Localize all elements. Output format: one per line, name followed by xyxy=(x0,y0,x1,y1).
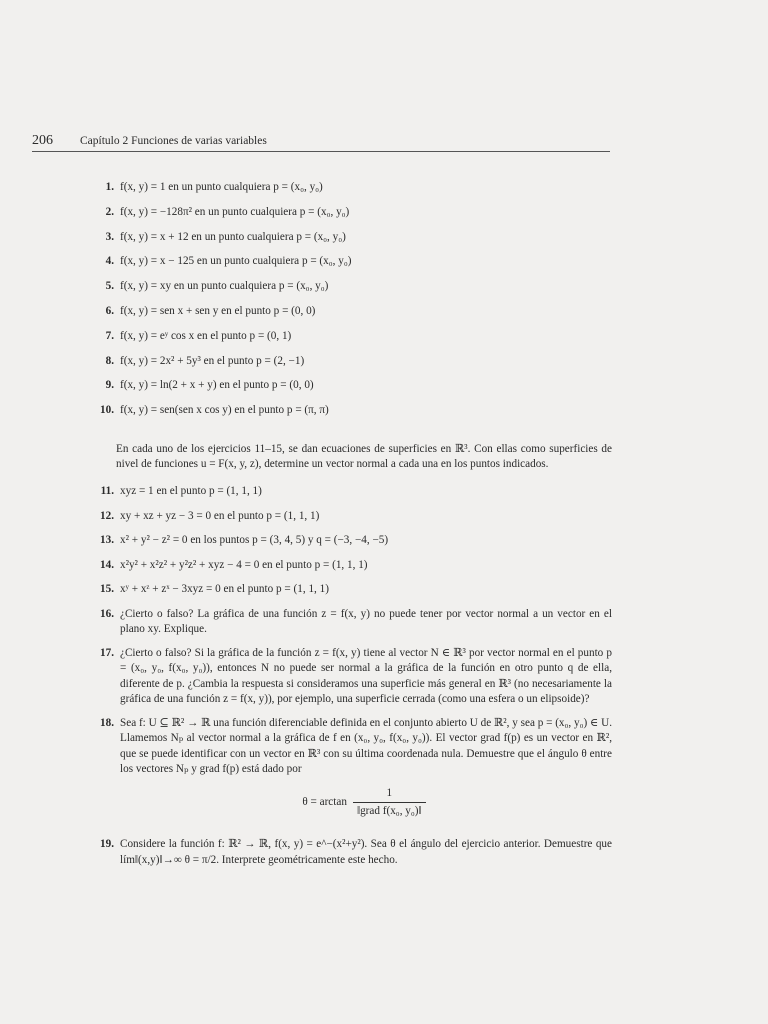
exercise-item xyxy=(100,716,612,777)
exercise-text: ¿Cierto o falso? La gráfica de una función z = f(x, y) no puede tener por vector normal a un vector en el plano xy. Explique. xyxy=(120,607,612,636)
exercise-number: 14. xyxy=(100,558,114,571)
exercise-number: 11. xyxy=(100,485,114,498)
exercise-number: 10. xyxy=(100,404,114,417)
exercise-item xyxy=(105,378,612,403)
exercise-text: f(x, y) = ln(2 + x + y) en el punto p = (0, 0) xyxy=(120,379,314,392)
exercise-text: f(x, y) = 1 en un punto cualquiera p = (x₀, y₀) xyxy=(120,181,323,193)
exercise-item xyxy=(100,607,612,637)
exercise-list-16-18 xyxy=(100,607,612,777)
exercise-item xyxy=(105,205,612,230)
chapter-title: Capítulo 2 Funciones de varias variables xyxy=(80,135,267,147)
formula-fraction xyxy=(353,786,426,819)
page-number: 206 xyxy=(32,133,53,148)
exercise-text: ¿Cierto o falso? Si la gráfica de la función z = f(x, y) tiene al vector N ∈ ℝ³ por vector normal en el punto p = (x₀, y₀, f(x₀, y₀)), entonces N no puede ser normal a la gráfica de la función en otro punto q de ella, diferente de p. ¿Cambia la respuesta si consideramos una superficie más general en ℝ³ (no necesariamente la gráfica de una función z = f(x, y)), por ejemplo, una superficie cerrada (como una esfera o un elipsoide)? xyxy=(120,647,612,705)
exercise-text: xyz = 1 en el punto p = (1, 1, 1) xyxy=(120,485,262,498)
exercise-item xyxy=(100,533,612,558)
exercise-number: 1. xyxy=(105,181,114,193)
exercise-number: 8. xyxy=(105,354,114,367)
exercise-text: x² + y² − z² = 0 en los puntos p = (3, 4, 5) y q = (−3, −4, −5) xyxy=(120,534,389,547)
exercise-text: f(x, y) = 2x² + 5y³ en el punto p = (2, −1) xyxy=(120,354,305,367)
exercise-number: 19. xyxy=(100,838,114,851)
exercise-number: 18. xyxy=(100,717,114,730)
exercise-text: f(x, y) = xy en un punto cualquiera p = (x₀, y₀) xyxy=(120,280,329,293)
exercise-number: 5. xyxy=(105,280,114,293)
exercise-item xyxy=(105,230,612,255)
exercise-item xyxy=(100,582,612,607)
exercise-text: x²y² + x²z² + y²z² + xyz − 4 = 0 en el punto p = (1, 1, 1) xyxy=(120,558,368,571)
exercise-item xyxy=(105,354,612,379)
exercise-text: f(x, y) = x + 12 en un punto cualquiera p = (x₀, y₀) xyxy=(120,230,346,243)
angle-formula xyxy=(116,786,612,819)
page-header xyxy=(32,133,610,149)
exercise-item xyxy=(105,329,612,354)
exercise-text: f(x, y) = eʸ cos x en el punto p = (0, 1) xyxy=(120,329,292,342)
exercise-number: 7. xyxy=(105,329,114,342)
exercise-item xyxy=(105,279,612,304)
exercise-number: 6. xyxy=(105,304,114,317)
exercise-item xyxy=(100,646,612,707)
exercise-number: 4. xyxy=(105,255,114,268)
exercise-item xyxy=(100,484,612,509)
formula-lhs: θ = arctan xyxy=(302,796,347,808)
exercise-text: xy + xz + yz − 3 = 0 en el punto p = (1, 1, 1) xyxy=(120,509,320,522)
exercise-item xyxy=(100,558,612,583)
exercise-item xyxy=(100,837,612,867)
section-intro: En cada uno de los ejercicios 11–15, se dan ecuaciones de superficies en ℝ³. Con ellas como superficies de nivel de funciones u = F(x, y, z), determine un vector normal a cada una en los puntos indicados. xyxy=(116,442,612,471)
exercise-number: 9. xyxy=(105,379,114,392)
header-rule xyxy=(32,151,610,152)
formula-denominator: ‖grad f(x₀, y₀)‖ xyxy=(353,802,426,819)
exercise-number: 12. xyxy=(100,509,114,522)
exercise-text: Considere la función f: ℝ² → ℝ, f(x, y) = e^−(x²+y²). Sea θ el ángulo del ejercicio anterior. Demuestre que lím‖(x,y)‖→∞ θ = π/2. Interprete geométricamente este hecho. xyxy=(120,838,612,866)
formula-numerator: 1 xyxy=(386,786,393,799)
exercise-number: 2. xyxy=(105,205,114,218)
exercise-item xyxy=(105,180,612,205)
exercise-19-block xyxy=(100,837,612,867)
exercise-text: Sea f: U ⊆ ℝ² → ℝ una función diferenciable definida en el conjunto abierto U de ℝ², y sea p = (x₀, y₀) ∈ U. Llamemos Nₚ al vector normal a la gráfica de f en (x₀, y₀, f(x₀, y₀)). El vector grad f(p) es un vector en ℝ², que se puede identificar con un vector en ℝ³ con su última coordenada nula. Demuestre que el ángulo θ entre los vectores Nₚ y grad f(p) está dado por xyxy=(120,717,612,775)
exercise-list-11-15 xyxy=(100,484,612,607)
exercise-item xyxy=(100,509,612,534)
exercise-number: 13. xyxy=(100,534,114,547)
exercise-number: 17. xyxy=(100,647,114,660)
exercise-item xyxy=(105,304,612,329)
exercise-item xyxy=(100,403,612,428)
page-content xyxy=(100,180,612,877)
exercise-number: 3. xyxy=(105,230,114,243)
exercise-text: f(x, y) = −128π² en un punto cualquiera p = (x₀, y₀) xyxy=(120,205,350,218)
exercise-text: f(x, y) = sen x + sen y en el punto p = (0, 0) xyxy=(120,304,316,317)
exercise-item xyxy=(105,254,612,279)
exercise-text: f(x, y) = sen(sen x cos y) en el punto p = (π, π) xyxy=(120,404,329,417)
exercise-text: f(x, y) = x − 125 en un punto cualquiera p = (x₀, y₀) xyxy=(120,255,352,268)
exercise-list-1-10 xyxy=(100,180,612,428)
exercise-number: 16. xyxy=(100,607,114,620)
exercise-number: 15. xyxy=(100,583,114,596)
exercise-text: xʸ + xᶻ + zˣ − 3xyz = 0 en el punto p = (1, 1, 1) xyxy=(120,583,329,596)
